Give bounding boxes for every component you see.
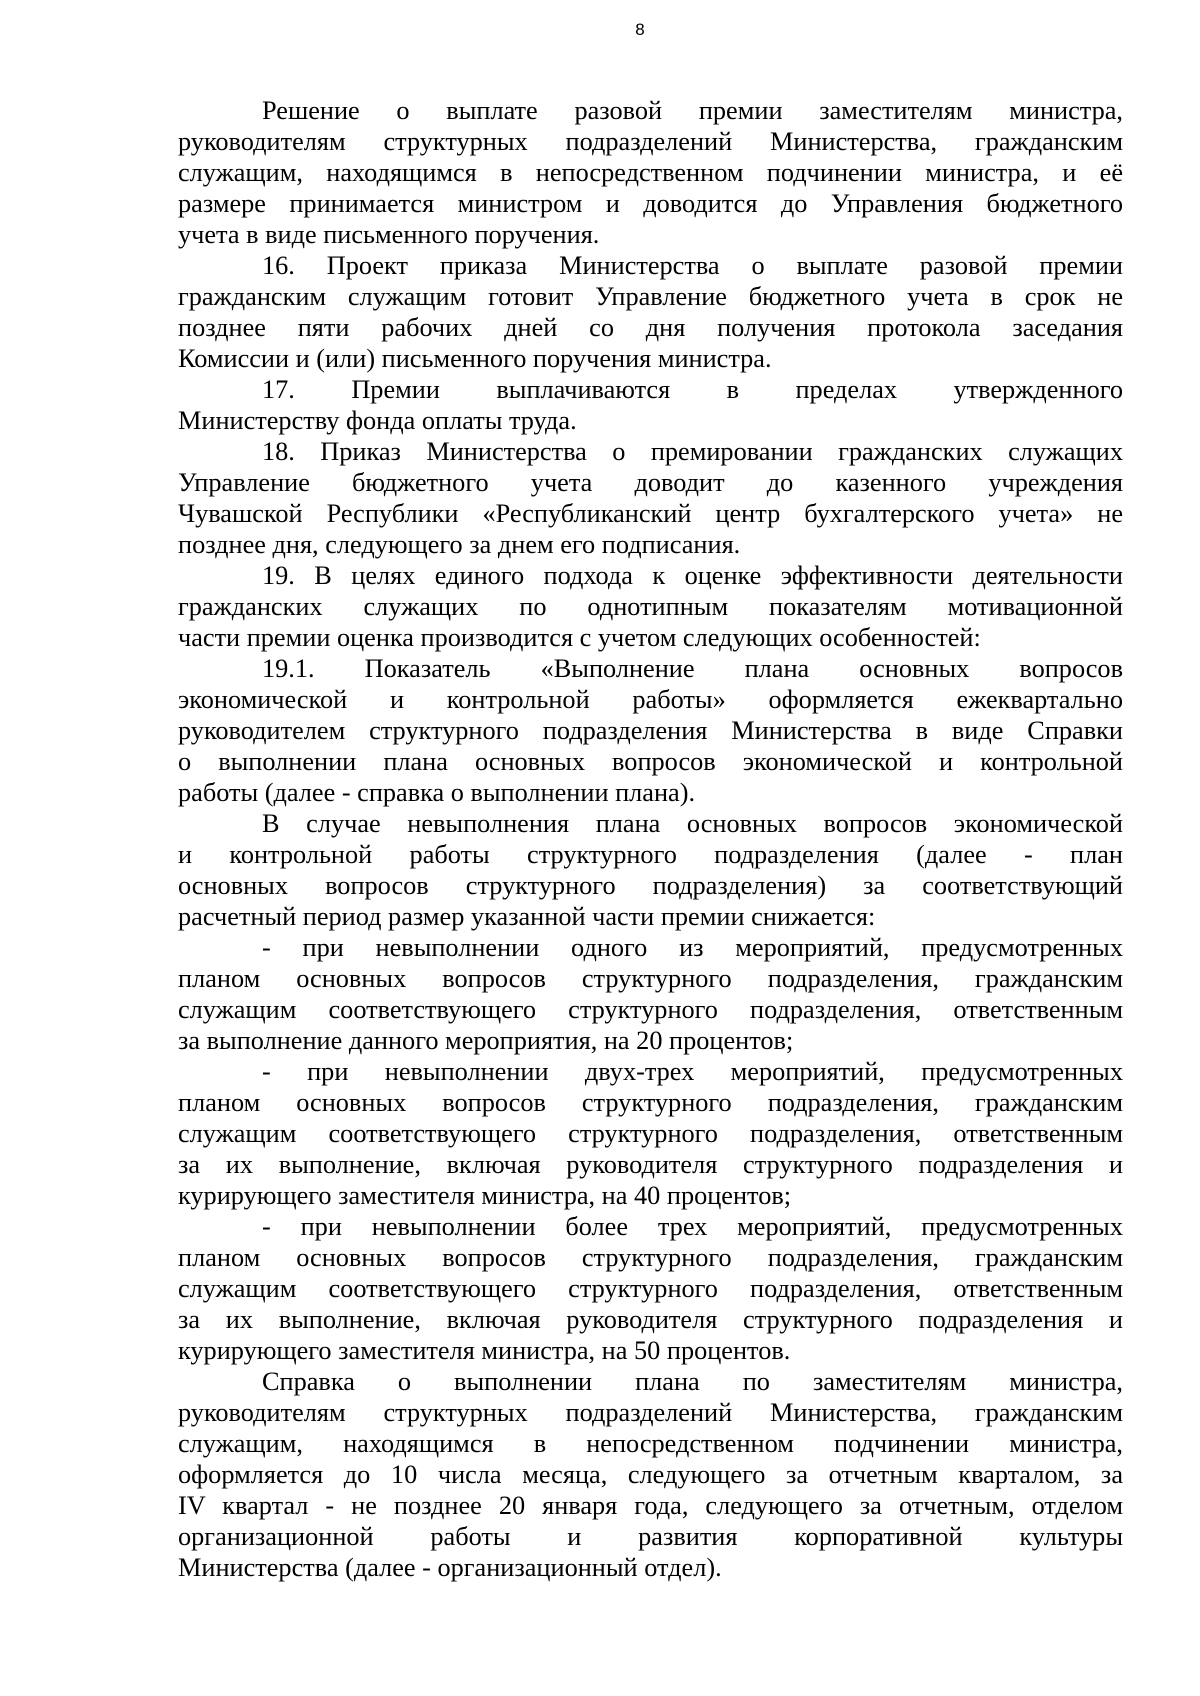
text-line: Решение о выплате разовой премии заместителям министра,: [262, 96, 1123, 125]
text-line: основных вопросов структурного подразделения) за соответствующий: [178, 871, 1123, 900]
paragraph-19-1: [178, 653, 1123, 808]
text-line: руководителям структурных подразделений Министерства, гражданским: [178, 127, 1123, 156]
text-line: позднее пяти рабочих дней со дня получения протокола заседания: [178, 313, 1123, 342]
text-line: оформляется до 10 числа месяца, следующего за отчетным кварталом, за: [178, 1460, 1123, 1489]
text-line: руководителям структурных подразделений Министерства, гражданским: [178, 1398, 1123, 1427]
text-line: учета в виде письменного поручения.: [178, 220, 600, 249]
text-line: и контрольной работы структурного подразделения (далее - план: [178, 840, 1123, 869]
text-line: Чувашской Республики «Республиканский центр бухгалтерского учета» не: [178, 499, 1123, 528]
paragraph-report-deadline: [178, 1366, 1123, 1583]
text-line: планом основных вопросов структурного подразделения, гражданским: [178, 964, 1123, 993]
text-line: руководителем структурного подразделения Министерства в виде Справки: [178, 716, 1123, 745]
text-line: расчетный период размер указанной части премии снижается:: [178, 902, 876, 931]
text-line: экономической и контрольной работы» оформляется ежеквартально: [178, 685, 1123, 714]
text-line: - при невыполнении одного из мероприятий, предусмотренных: [262, 933, 1123, 962]
text-line: служащим соответствующего структурного подразделения, ответственным: [178, 995, 1123, 1024]
list-item-20-percent: [178, 932, 1123, 1056]
text-line: Министерства (далее - организационный отдел).: [178, 1553, 722, 1582]
text-line: В случае невыполнения плана основных вопросов экономической: [262, 809, 1123, 838]
list-item-40-percent: [178, 1056, 1123, 1211]
text-line: 17. Премии выплачиваются в пределах утвержденного: [262, 375, 1123, 404]
text-line: курирующего заместителя министра, на 40 процентов;: [178, 1181, 792, 1210]
text-line: планом основных вопросов структурного подразделения, гражданским: [178, 1243, 1123, 1272]
paragraph-plan-failure: [178, 808, 1123, 932]
paragraph-19: [178, 560, 1123, 653]
text-line: гражданских служащих по однотипным показателям мотивационной: [178, 592, 1123, 621]
text-line: Управление бюджетного учета доводит до казенного учреждения: [178, 468, 1123, 497]
text-line: позднее дня, следующего за днем его подписания.: [178, 530, 741, 559]
paragraph-18: [178, 436, 1123, 560]
text-line: Комиссии и (или) письменного поручения министра.: [178, 344, 772, 373]
text-line: за их выполнение, включая руководителя структурного подразделения и: [178, 1150, 1123, 1179]
text-line: 16. Проект приказа Министерства о выплате разовой премии: [262, 251, 1123, 280]
text-line: - при невыполнении более трех мероприятий, предусмотренных: [262, 1212, 1123, 1241]
paragraph-17: [178, 374, 1123, 436]
text-line: работы (далее - справка о выполнении плана).: [178, 778, 696, 807]
text-line: планом основных вопросов структурного подразделения, гражданским: [178, 1088, 1123, 1117]
text-line: части премии оценка производится с учетом следующих особенностей:: [178, 623, 981, 652]
text-line: служащим соответствующего структурного подразделения, ответственным: [178, 1274, 1123, 1303]
text-line: 18. Приказ Министерства о премировании гражданских служащих: [262, 437, 1123, 466]
text-line: о выполнении плана основных вопросов экономической и контрольной: [178, 747, 1123, 776]
paragraph-bonus-decision: [178, 95, 1123, 250]
text-line: Справка о выполнении плана по заместителям министра,: [262, 1367, 1123, 1396]
text-line: служащим соответствующего структурного подразделения, ответственным: [178, 1119, 1123, 1148]
text-line: IV квартал - не позднее 20 января года, следующего за отчетным, отделом: [178, 1491, 1123, 1520]
text-line: - при невыполнении двух-трех мероприятий, предусмотренных: [262, 1057, 1123, 1086]
text-line: организационной работы и развития корпоративной культуры: [178, 1522, 1123, 1551]
text-line: Министерству фонда оплаты труда.: [178, 406, 577, 435]
text-line: курирующего заместителя министра, на 50 процентов.: [178, 1336, 791, 1365]
text-line: за их выполнение, включая руководителя структурного подразделения и: [178, 1305, 1123, 1334]
text-line: размере принимается министром и доводится до Управления бюджетного: [178, 189, 1123, 218]
text-line: гражданским служащим готовит Управление бюджетного учета в срок не: [178, 282, 1123, 311]
paragraph-16: [178, 250, 1123, 374]
list-item-50-percent: [178, 1211, 1123, 1366]
page-number: 8: [635, 20, 645, 39]
text-line: 19. В целях единого подхода к оценке эффективности деятельности: [262, 561, 1123, 590]
document-body: [178, 95, 1123, 1583]
text-line: служащим, находящимся в непосредственном подчинении министра, и её: [178, 158, 1123, 187]
text-line: 19.1. Показатель «Выполнение плана основных вопросов: [262, 654, 1123, 683]
text-line: за выполнение данного мероприятия, на 20 процентов;: [178, 1026, 794, 1055]
text-line: служащим, находящимся в непосредственном подчинении министра,: [178, 1429, 1123, 1458]
